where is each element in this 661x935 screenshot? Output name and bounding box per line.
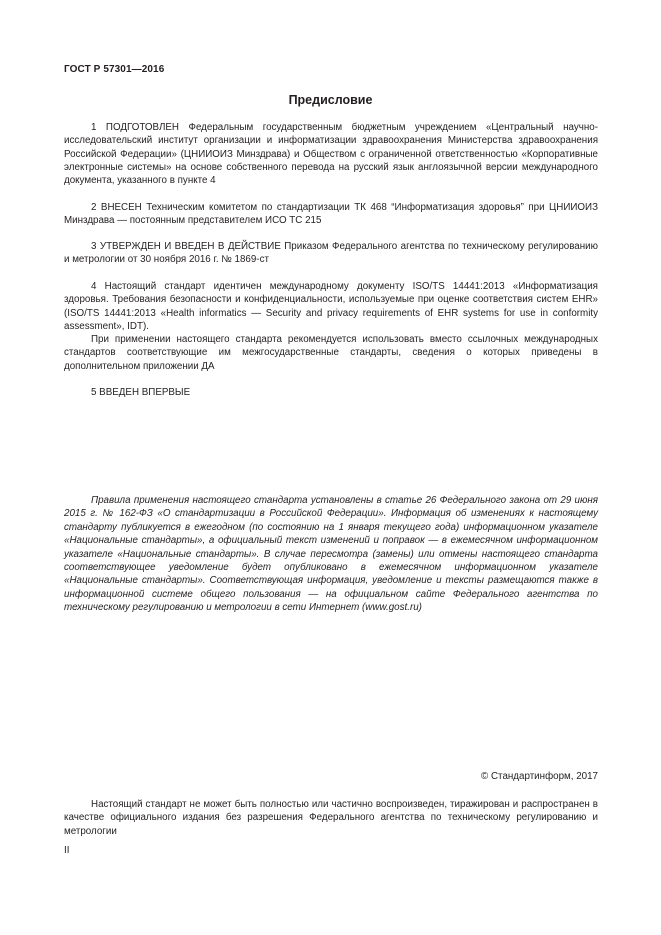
rules-notice: Правила применения настоящего стандарта установлены в статье 26 Федерального закона от 29 июня 2015 г. № 162-ФЗ «О стандартизации в Российской Федерации». Информация об изменениях к настоящему стандарту публикуется в ежегодном (по состоянию на 1 января текущего года) информационном указателе «Национальные стандарты», а официальный текст изменений и поправок — в ежемесячном информационном указателе «Национальные стандарты». В случае пересмотра (замены) или отмены настоящего стандарта соответствующее уведомление будет опубликовано в ежемесячном информационном указателе «Национальные стандарты». Соответствующая информация, уведомление и тексты размещаются также в информационной системе общего пользования — на официальном сайте Федерального агентства по техническому регулированию и метрологии в сети Интернет (www.gost.ru) [64, 495, 598, 614]
paragraph-4: 4 Настоящий стандарт идентичен международному документу ISO/TS 14441:2013 «Информатизация здоровья. Требования безопасности и конфиденциальности, используемые при оценке соответствия систем EHR» (ISO/TS 14441:2013 «Health informatics — Security and privacy requirements of EHR systems for use in conformity assessment», IDT). [64, 281, 598, 332]
paragraph-3: 3 УТВЕРЖДЕН И ВВЕДЕН В ДЕЙСТВИЕ Приказом Федерального агентства по техническому регулированию и метрологии от 30 ноября 2016 г. № 1869-ст [64, 241, 598, 266]
paragraph-5: 5 ВВЕДЕН ВПЕРВЫЕ [91, 387, 191, 398]
reproduction-notice: Настоящий стандарт не может быть полностью или частично воспроизведен, тиражирован и распространен в качестве официального издания без разрешения Федерального агентства по техническому регулированию и метрологии [64, 799, 598, 837]
copyright: © Стандартинформ, 2017 [481, 771, 598, 782]
paragraph-2: 2 ВНЕСЕН Техническим комитетом по стандартизации ТК 468 “Информатизация здоровья” при ЦНИИОИЗ Минздрава — постоянным представителем ИСО ТС 215 [64, 202, 598, 227]
page-number: II [64, 845, 70, 856]
section-title: Предисловие [288, 93, 373, 107]
paragraph-1: 1 ПОДГОТОВЛЕН Федеральным государственным бюджетным учреждением «Центральный научно-исследовательский институт организации и информатизации здравоохранения Министерства здравоохранения Российской Федерации» (ЦНИИОИЗ Минздрава) и Обществом с ограниченной ответственностью «Корпоративные электронные системы» на основе собственного перевода на русский язык англоязычной версии международного документа, указанного в пункте 4 [64, 122, 598, 187]
document-header: ГОСТ Р 57301—2016 [64, 64, 165, 75]
paragraph-4-note: При применении настоящего стандарта рекомендуется использовать вместо ссылочных международных стандартов соответствующие им межгосударственные стандарты, сведения о которых приведены в дополнительном приложении ДА [64, 334, 598, 372]
